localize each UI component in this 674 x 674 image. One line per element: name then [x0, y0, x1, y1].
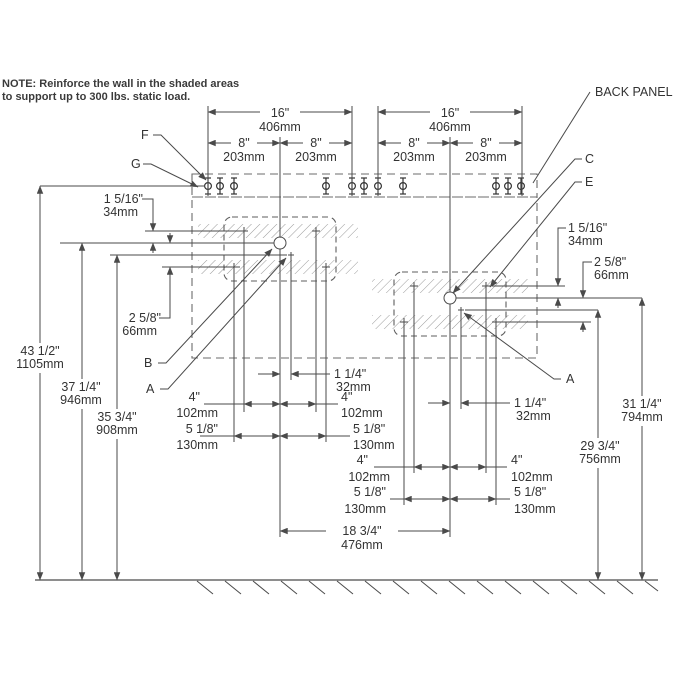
callout-c: C: [585, 152, 595, 166]
wall-reinforcement-shaded-areas: [198, 224, 528, 329]
dim-left-1-5-16mm: 34mm: [103, 205, 138, 219]
dim-right-16in: 16": [440, 106, 460, 120]
callout-e: E: [585, 175, 594, 189]
leader-c: [453, 159, 582, 293]
dim-18-3-4in: 18 3/4": [342, 524, 382, 538]
dim-l4mm-left: 102mm: [176, 406, 218, 420]
dim-31-1-4in: 31 1/4": [622, 397, 662, 411]
dim-l4in-right: 4": [341, 390, 353, 404]
dim-35-3-4in: 35 3/4": [97, 410, 137, 424]
dim-8mm-1: 203mm: [223, 150, 265, 164]
dim-r4in-right: 4": [511, 453, 523, 467]
dim-43-1-2in: 43 1/2": [20, 344, 60, 358]
right-unit-keyhole: [444, 292, 456, 304]
dim-left-16mm: 406mm: [259, 120, 301, 134]
leader-g: [143, 164, 198, 187]
dim-left-16in: 16": [270, 106, 290, 120]
dim-r4mm-right: 102mm: [511, 470, 553, 484]
dim-8mm-2: 203mm: [295, 150, 337, 164]
callout-a-left: A: [146, 382, 155, 396]
wall-note-line1: NOTE: Reinforce the wall in the shaded areas: [2, 78, 240, 90]
dim-r4mm-left: 102mm: [348, 470, 390, 484]
back-panel-label: BACK PANEL: [595, 85, 673, 99]
dim-l4mm-right: 102mm: [341, 406, 383, 420]
dim-37-1-4mm: 946mm: [60, 393, 102, 407]
dim-8in-4: 8": [480, 136, 492, 150]
dim-l5in-right: 5 1/8": [353, 422, 386, 436]
dim-l5in-left: 5 1/8": [185, 422, 218, 436]
dim-8in-1: 8": [238, 136, 250, 150]
leader-back-panel: [533, 92, 590, 183]
dim-right-16mm: 406mm: [429, 120, 471, 134]
dim-r4in-left: 4": [356, 453, 368, 467]
callout-g: G: [131, 157, 141, 171]
right-height-dimension-lines: [456, 286, 642, 580]
left-unit-keyhole: [274, 237, 286, 249]
dim-left-1-1-4in: 1 1/4": [334, 367, 367, 381]
callout-f: F: [141, 128, 149, 142]
dim-8mm-4: 203mm: [465, 150, 507, 164]
dim-l4in-left: 4": [188, 390, 200, 404]
dim-right-1-1-4mm: 32mm: [516, 409, 551, 423]
dim-8in-2: 8": [310, 136, 322, 150]
dim-31-1-4mm: 794mm: [621, 410, 663, 424]
dim-left-1-5-16in: 1 5/16": [103, 192, 143, 206]
dim-right-1-5-16mm: 34mm: [568, 234, 603, 248]
dim-37-1-4in: 37 1/4": [61, 380, 101, 394]
callout-leaders: [143, 92, 590, 389]
leader-a-left: [160, 258, 286, 389]
dim-l5mm-right: 130mm: [353, 438, 395, 452]
dim-29-3-4mm: 756mm: [579, 452, 621, 466]
dim-right-2-5-8in: 2 5/8": [594, 255, 627, 269]
dim-r5in-right: 5 1/8": [514, 485, 547, 499]
dim-right-1-5-16in: 1 5/16": [568, 221, 608, 235]
wall-note-line2: to support up to 300 lbs. static load.: [2, 91, 191, 103]
dim-left-1-1-4mm: 32mm: [336, 380, 371, 394]
floor-line: [35, 580, 658, 594]
dim-29-3-4in: 29 3/4": [580, 439, 620, 453]
dim-18-3-4mm: 476mm: [341, 538, 383, 552]
callout-b: B: [144, 356, 153, 370]
dim-r5mm-right: 130mm: [514, 502, 556, 516]
callout-a-right: A: [566, 372, 575, 386]
dim-r5mm-left: 130mm: [344, 502, 386, 516]
dim-l5mm-left: 130mm: [176, 438, 218, 452]
dim-r5in-left: 5 1/8": [353, 485, 386, 499]
rail-mounting-screws: [205, 178, 525, 194]
floor-hatch-ticks: [197, 581, 658, 594]
dim-8in-3: 8": [408, 136, 420, 150]
dim-left-2-5-8mm: 66mm: [122, 324, 157, 338]
dim-35-3-4mm: 908mm: [96, 423, 138, 437]
dim-right-2-5-8mm: 66mm: [594, 268, 629, 282]
leader-f: [153, 135, 206, 180]
dim-right-1-1-4in: 1 1/4": [514, 396, 547, 410]
dim-8mm-3: 203mm: [393, 150, 435, 164]
dim-43-1-2mm: 1105mm: [16, 357, 64, 371]
dim-left-2-5-8in: 2 5/8": [128, 311, 161, 325]
